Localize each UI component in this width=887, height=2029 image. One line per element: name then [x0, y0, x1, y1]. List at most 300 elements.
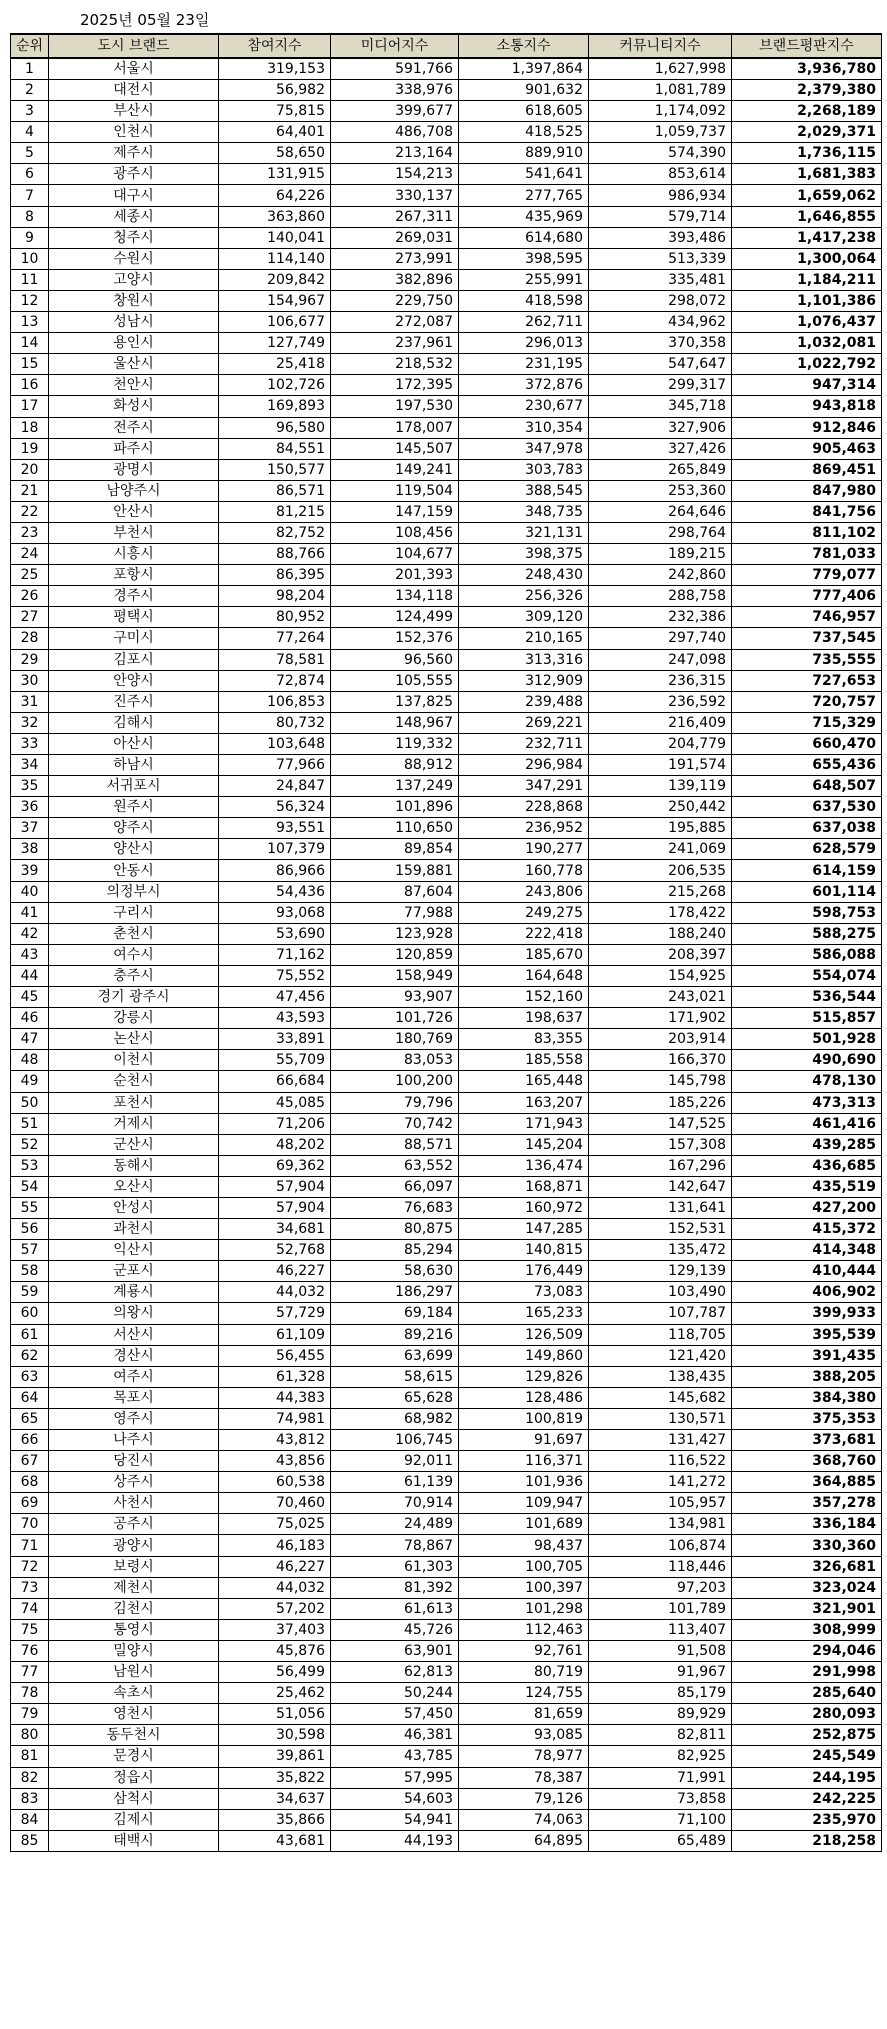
community-cell: 335,481 — [589, 269, 732, 290]
media-cell: 108,456 — [331, 522, 459, 543]
city-cell: 세종시 — [49, 206, 219, 227]
table-row — [11, 565, 882, 586]
rank-cell: 47 — [11, 1029, 49, 1050]
table-row — [11, 1197, 882, 1218]
participation-cell: 88,766 — [219, 544, 331, 565]
community-cell: 853,614 — [589, 164, 732, 185]
media-cell: 81,392 — [331, 1577, 459, 1598]
community-cell: 118,705 — [589, 1324, 732, 1345]
brand-index-cell: 308,999 — [732, 1619, 882, 1640]
brand-index-cell: 436,685 — [732, 1155, 882, 1176]
participation-cell: 33,891 — [219, 1029, 331, 1050]
participation-cell: 93,068 — [219, 902, 331, 923]
participation-cell: 102,726 — [219, 375, 331, 396]
brand-index-cell: 588,275 — [732, 923, 882, 944]
brand-index-cell: 415,372 — [732, 1219, 882, 1240]
community-cell: 1,627,998 — [589, 58, 732, 80]
rank-cell: 56 — [11, 1219, 49, 1240]
community-cell: 236,592 — [589, 691, 732, 712]
city-cell: 강릉시 — [49, 1008, 219, 1029]
participation-cell: 43,593 — [219, 1008, 331, 1029]
community-cell: 167,296 — [589, 1155, 732, 1176]
rank-cell: 70 — [11, 1514, 49, 1535]
rank-cell: 32 — [11, 712, 49, 733]
rank-cell: 40 — [11, 881, 49, 902]
community-cell: 116,522 — [589, 1451, 732, 1472]
brand-index-cell: 637,530 — [732, 797, 882, 818]
brand-index-cell: 364,885 — [732, 1472, 882, 1493]
media-cell: 201,393 — [331, 565, 459, 586]
rank-cell: 12 — [11, 290, 49, 311]
communication-cell: 541,641 — [459, 164, 589, 185]
participation-cell: 77,264 — [219, 628, 331, 649]
rank-cell: 1 — [11, 58, 49, 80]
media-cell: 93,907 — [331, 987, 459, 1008]
table-row — [11, 1514, 882, 1535]
rank-cell: 62 — [11, 1345, 49, 1366]
participation-cell: 140,041 — [219, 227, 331, 248]
media-cell: 92,011 — [331, 1451, 459, 1472]
brand-index-cell: 660,470 — [732, 733, 882, 754]
table-row — [11, 1683, 882, 1704]
media-cell: 88,912 — [331, 755, 459, 776]
community-cell: 89,929 — [589, 1704, 732, 1725]
rank-cell: 75 — [11, 1619, 49, 1640]
media-cell: 66,097 — [331, 1176, 459, 1197]
brand-index-cell: 737,545 — [732, 628, 882, 649]
media-cell: 137,825 — [331, 691, 459, 712]
rank-cell: 76 — [11, 1640, 49, 1661]
city-cell: 여주시 — [49, 1366, 219, 1387]
communication-cell: 231,195 — [459, 354, 589, 375]
city-cell: 삼척시 — [49, 1788, 219, 1809]
communication-cell: 78,387 — [459, 1767, 589, 1788]
table-row — [11, 691, 882, 712]
table-row — [11, 860, 882, 881]
rank-cell: 34 — [11, 755, 49, 776]
community-cell: 264,646 — [589, 501, 732, 522]
communication-cell: 160,778 — [459, 860, 589, 881]
participation-cell: 93,551 — [219, 818, 331, 839]
rank-cell: 30 — [11, 670, 49, 691]
communication-cell: 92,761 — [459, 1640, 589, 1661]
table-row — [11, 501, 882, 522]
city-cell: 인천시 — [49, 122, 219, 143]
communication-cell: 164,648 — [459, 965, 589, 986]
brand-index-cell: 336,184 — [732, 1514, 882, 1535]
brand-index-cell: 330,360 — [732, 1535, 882, 1556]
city-cell: 동해시 — [49, 1155, 219, 1176]
table-row — [11, 1767, 882, 1788]
city-cell: 오산시 — [49, 1176, 219, 1197]
table-row — [11, 881, 882, 902]
community-cell: 85,179 — [589, 1683, 732, 1704]
participation-cell: 319,153 — [219, 58, 331, 80]
communication-cell: 347,978 — [459, 438, 589, 459]
participation-cell: 81,215 — [219, 501, 331, 522]
communication-cell: 116,371 — [459, 1451, 589, 1472]
participation-cell: 56,499 — [219, 1662, 331, 1683]
city-cell: 경기 광주시 — [49, 987, 219, 1008]
community-cell: 247,098 — [589, 649, 732, 670]
city-cell: 포천시 — [49, 1092, 219, 1113]
participation-cell: 64,226 — [219, 185, 331, 206]
media-cell: 44,193 — [331, 1830, 459, 1851]
community-cell: 145,798 — [589, 1071, 732, 1092]
participation-cell: 75,552 — [219, 965, 331, 986]
table-row — [11, 1092, 882, 1113]
table-row — [11, 1830, 882, 1851]
rank-cell: 10 — [11, 248, 49, 269]
media-cell: 76,683 — [331, 1197, 459, 1218]
media-cell: 50,244 — [331, 1683, 459, 1704]
table-row — [11, 80, 882, 101]
communication-cell: 312,909 — [459, 670, 589, 691]
communication-cell: 190,277 — [459, 839, 589, 860]
rank-cell: 15 — [11, 354, 49, 375]
media-cell: 106,745 — [331, 1430, 459, 1451]
header-brand-reputation-index: 브랜드평판지수 — [732, 34, 882, 58]
communication-cell: 91,697 — [459, 1430, 589, 1451]
participation-cell: 45,085 — [219, 1092, 331, 1113]
participation-cell: 86,395 — [219, 565, 331, 586]
brand-index-cell: 1,184,211 — [732, 269, 882, 290]
communication-cell: 239,488 — [459, 691, 589, 712]
rank-cell: 66 — [11, 1430, 49, 1451]
participation-cell: 43,681 — [219, 1830, 331, 1851]
city-cell: 동두천시 — [49, 1725, 219, 1746]
community-cell: 121,420 — [589, 1345, 732, 1366]
brand-index-cell: 2,379,380 — [732, 80, 882, 101]
communication-cell: 618,605 — [459, 101, 589, 122]
community-cell: 208,397 — [589, 944, 732, 965]
city-cell: 경산시 — [49, 1345, 219, 1366]
rank-cell: 45 — [11, 987, 49, 1008]
communication-cell: 296,013 — [459, 333, 589, 354]
brand-index-cell: 391,435 — [732, 1345, 882, 1366]
rank-cell: 43 — [11, 944, 49, 965]
communication-cell: 388,545 — [459, 480, 589, 501]
rank-cell: 60 — [11, 1303, 49, 1324]
rank-cell: 57 — [11, 1240, 49, 1261]
table-row — [11, 164, 882, 185]
table-row — [11, 1303, 882, 1324]
brand-index-cell: 912,846 — [732, 417, 882, 438]
brand-index-cell: 461,416 — [732, 1113, 882, 1134]
community-cell: 203,914 — [589, 1029, 732, 1050]
table-row — [11, 248, 882, 269]
community-cell: 185,226 — [589, 1092, 732, 1113]
city-cell: 속초시 — [49, 1683, 219, 1704]
city-cell: 계룡시 — [49, 1282, 219, 1303]
rank-cell: 44 — [11, 965, 49, 986]
participation-cell: 71,206 — [219, 1113, 331, 1134]
table-row — [11, 1493, 882, 1514]
rank-cell: 74 — [11, 1598, 49, 1619]
city-cell: 남원시 — [49, 1662, 219, 1683]
city-cell: 서귀포시 — [49, 776, 219, 797]
city-cell: 양산시 — [49, 839, 219, 860]
media-cell: 101,726 — [331, 1008, 459, 1029]
media-cell: 152,376 — [331, 628, 459, 649]
city-cell: 광양시 — [49, 1535, 219, 1556]
city-cell: 공주시 — [49, 1514, 219, 1535]
participation-cell: 74,981 — [219, 1408, 331, 1429]
communication-cell: 73,083 — [459, 1282, 589, 1303]
table-row — [11, 628, 882, 649]
table-row — [11, 1345, 882, 1366]
community-cell: 65,489 — [589, 1830, 732, 1851]
city-cell: 군포시 — [49, 1261, 219, 1282]
city-cell: 순천시 — [49, 1071, 219, 1092]
communication-cell: 112,463 — [459, 1619, 589, 1640]
participation-cell: 55,709 — [219, 1050, 331, 1071]
communication-cell: 1,397,864 — [459, 58, 589, 80]
participation-cell: 48,202 — [219, 1134, 331, 1155]
city-cell: 대구시 — [49, 185, 219, 206]
rank-cell: 7 — [11, 185, 49, 206]
communication-cell: 185,670 — [459, 944, 589, 965]
city-cell: 김해시 — [49, 712, 219, 733]
community-cell: 434,962 — [589, 312, 732, 333]
brand-index-cell: 242,225 — [732, 1788, 882, 1809]
brand-index-cell: 586,088 — [732, 944, 882, 965]
communication-cell: 165,233 — [459, 1303, 589, 1324]
media-cell: 78,867 — [331, 1535, 459, 1556]
table-row — [11, 522, 882, 543]
city-cell: 시흥시 — [49, 544, 219, 565]
community-cell: 204,779 — [589, 733, 732, 754]
rank-cell: 29 — [11, 649, 49, 670]
brand-index-cell: 473,313 — [732, 1092, 882, 1113]
brand-index-cell: 554,074 — [732, 965, 882, 986]
participation-cell: 56,455 — [219, 1345, 331, 1366]
communication-cell: 93,085 — [459, 1725, 589, 1746]
header-city-brand: 도시 브랜드 — [49, 34, 219, 58]
media-cell: 273,991 — [331, 248, 459, 269]
brand-index-cell: 375,353 — [732, 1408, 882, 1429]
media-cell: 61,613 — [331, 1598, 459, 1619]
city-cell: 구리시 — [49, 902, 219, 923]
city-cell: 보령시 — [49, 1556, 219, 1577]
participation-cell: 61,328 — [219, 1366, 331, 1387]
community-cell: 91,508 — [589, 1640, 732, 1661]
communication-cell: 176,449 — [459, 1261, 589, 1282]
rank-cell: 84 — [11, 1809, 49, 1830]
table-row — [11, 185, 882, 206]
media-cell: 88,571 — [331, 1134, 459, 1155]
brand-index-cell: 3,936,780 — [732, 58, 882, 80]
media-cell: 104,677 — [331, 544, 459, 565]
rank-cell: 8 — [11, 206, 49, 227]
participation-cell: 114,140 — [219, 248, 331, 269]
table-row — [11, 944, 882, 965]
participation-cell: 57,202 — [219, 1598, 331, 1619]
rank-cell: 80 — [11, 1725, 49, 1746]
brand-index-cell: 321,901 — [732, 1598, 882, 1619]
brand-index-cell: 735,555 — [732, 649, 882, 670]
brand-index-cell: 326,681 — [732, 1556, 882, 1577]
city-cell: 상주시 — [49, 1472, 219, 1493]
rank-cell: 23 — [11, 522, 49, 543]
media-cell: 197,530 — [331, 396, 459, 417]
participation-cell: 150,577 — [219, 459, 331, 480]
communication-cell: 398,595 — [459, 248, 589, 269]
community-cell: 171,902 — [589, 1008, 732, 1029]
city-cell: 부산시 — [49, 101, 219, 122]
community-cell: 216,409 — [589, 712, 732, 733]
community-cell: 129,139 — [589, 1261, 732, 1282]
table-row — [11, 670, 882, 691]
rank-cell: 68 — [11, 1472, 49, 1493]
brand-index-cell: 648,507 — [732, 776, 882, 797]
participation-cell: 58,650 — [219, 143, 331, 164]
rank-cell: 54 — [11, 1176, 49, 1197]
participation-cell: 24,847 — [219, 776, 331, 797]
media-cell: 65,628 — [331, 1387, 459, 1408]
brand-index-cell: 373,681 — [732, 1430, 882, 1451]
brand-index-cell: 368,760 — [732, 1451, 882, 1472]
brand-index-cell: 501,928 — [732, 1029, 882, 1050]
report-date: 2025년 05월 23일 — [80, 11, 210, 29]
brand-index-cell: 2,268,189 — [732, 101, 882, 122]
city-cell: 과천시 — [49, 1219, 219, 1240]
table-row — [11, 438, 882, 459]
communication-cell: 165,448 — [459, 1071, 589, 1092]
community-cell: 103,490 — [589, 1282, 732, 1303]
communication-cell: 210,165 — [459, 628, 589, 649]
table-row — [11, 1451, 882, 1472]
media-cell: 147,159 — [331, 501, 459, 522]
participation-cell: 35,822 — [219, 1767, 331, 1788]
brand-index-cell: 406,902 — [732, 1282, 882, 1303]
community-cell: 579,714 — [589, 206, 732, 227]
city-cell: 충주시 — [49, 965, 219, 986]
participation-cell: 44,383 — [219, 1387, 331, 1408]
communication-cell: 129,826 — [459, 1366, 589, 1387]
communication-cell: 81,659 — [459, 1704, 589, 1725]
communication-cell: 124,755 — [459, 1683, 589, 1704]
rank-cell: 83 — [11, 1788, 49, 1809]
table-row — [11, 797, 882, 818]
participation-cell: 69,362 — [219, 1155, 331, 1176]
participation-cell: 98,204 — [219, 586, 331, 607]
rank-cell: 58 — [11, 1261, 49, 1282]
participation-cell: 60,538 — [219, 1472, 331, 1493]
city-cell: 태백시 — [49, 1830, 219, 1851]
brand-index-cell: 536,544 — [732, 987, 882, 1008]
participation-cell: 54,436 — [219, 881, 331, 902]
communication-cell: 140,815 — [459, 1240, 589, 1261]
communication-cell: 74,063 — [459, 1809, 589, 1830]
community-cell: 147,525 — [589, 1113, 732, 1134]
community-cell: 250,442 — [589, 797, 732, 818]
header-communication-index: 소통지수 — [459, 34, 589, 58]
participation-cell: 25,418 — [219, 354, 331, 375]
participation-cell: 72,874 — [219, 670, 331, 691]
table-row — [11, 1134, 882, 1155]
community-cell: 91,967 — [589, 1662, 732, 1683]
communication-cell: 296,984 — [459, 755, 589, 776]
brand-index-cell: 490,690 — [732, 1050, 882, 1071]
table-row — [11, 649, 882, 670]
table-row — [11, 1240, 882, 1261]
media-cell: 269,031 — [331, 227, 459, 248]
rank-cell: 24 — [11, 544, 49, 565]
city-cell: 양주시 — [49, 818, 219, 839]
header-media-index: 미디어지수 — [331, 34, 459, 58]
participation-cell: 106,677 — [219, 312, 331, 333]
participation-cell: 46,183 — [219, 1535, 331, 1556]
table-row — [11, 1155, 882, 1176]
communication-cell: 372,876 — [459, 375, 589, 396]
community-cell: 141,272 — [589, 1472, 732, 1493]
community-cell: 106,874 — [589, 1535, 732, 1556]
community-cell: 253,360 — [589, 480, 732, 501]
media-cell: 186,297 — [331, 1282, 459, 1303]
communication-cell: 222,418 — [459, 923, 589, 944]
table-body — [11, 58, 882, 1851]
community-cell: 152,531 — [589, 1219, 732, 1240]
community-cell: 71,991 — [589, 1767, 732, 1788]
community-cell: 327,426 — [589, 438, 732, 459]
brand-index-cell: 2,029,371 — [732, 122, 882, 143]
participation-cell: 77,966 — [219, 755, 331, 776]
communication-cell: 80,719 — [459, 1662, 589, 1683]
brand-index-cell: 395,539 — [732, 1324, 882, 1345]
table-row — [11, 312, 882, 333]
media-cell: 80,875 — [331, 1219, 459, 1240]
brand-index-cell: 244,195 — [732, 1767, 882, 1788]
participation-cell: 78,581 — [219, 649, 331, 670]
table-row — [11, 1598, 882, 1619]
community-cell: 242,860 — [589, 565, 732, 586]
rank-cell: 82 — [11, 1767, 49, 1788]
communication-cell: 168,871 — [459, 1176, 589, 1197]
table-row — [11, 1008, 882, 1029]
community-cell: 189,215 — [589, 544, 732, 565]
table-row — [11, 101, 882, 122]
rank-cell: 53 — [11, 1155, 49, 1176]
table-row — [11, 459, 882, 480]
table-row — [11, 1408, 882, 1429]
rank-cell: 6 — [11, 164, 49, 185]
rank-cell: 9 — [11, 227, 49, 248]
brand-index-cell: 777,406 — [732, 586, 882, 607]
media-cell: 61,303 — [331, 1556, 459, 1577]
participation-cell: 44,032 — [219, 1282, 331, 1303]
brand-index-cell: 291,998 — [732, 1662, 882, 1683]
rank-cell: 52 — [11, 1134, 49, 1155]
rank-cell: 33 — [11, 733, 49, 754]
media-cell: 119,504 — [331, 480, 459, 501]
communication-cell: 136,474 — [459, 1155, 589, 1176]
rank-cell: 11 — [11, 269, 49, 290]
media-cell: 24,489 — [331, 1514, 459, 1535]
community-cell: 135,472 — [589, 1240, 732, 1261]
rank-cell: 77 — [11, 1662, 49, 1683]
communication-cell: 145,204 — [459, 1134, 589, 1155]
participation-cell: 75,815 — [219, 101, 331, 122]
table-row — [11, 1472, 882, 1493]
table-row — [11, 1219, 882, 1240]
media-cell: 68,982 — [331, 1408, 459, 1429]
participation-cell: 82,752 — [219, 522, 331, 543]
communication-cell: 83,355 — [459, 1029, 589, 1050]
table-row — [11, 1387, 882, 1408]
table-row — [11, 1535, 882, 1556]
city-cell: 성남시 — [49, 312, 219, 333]
